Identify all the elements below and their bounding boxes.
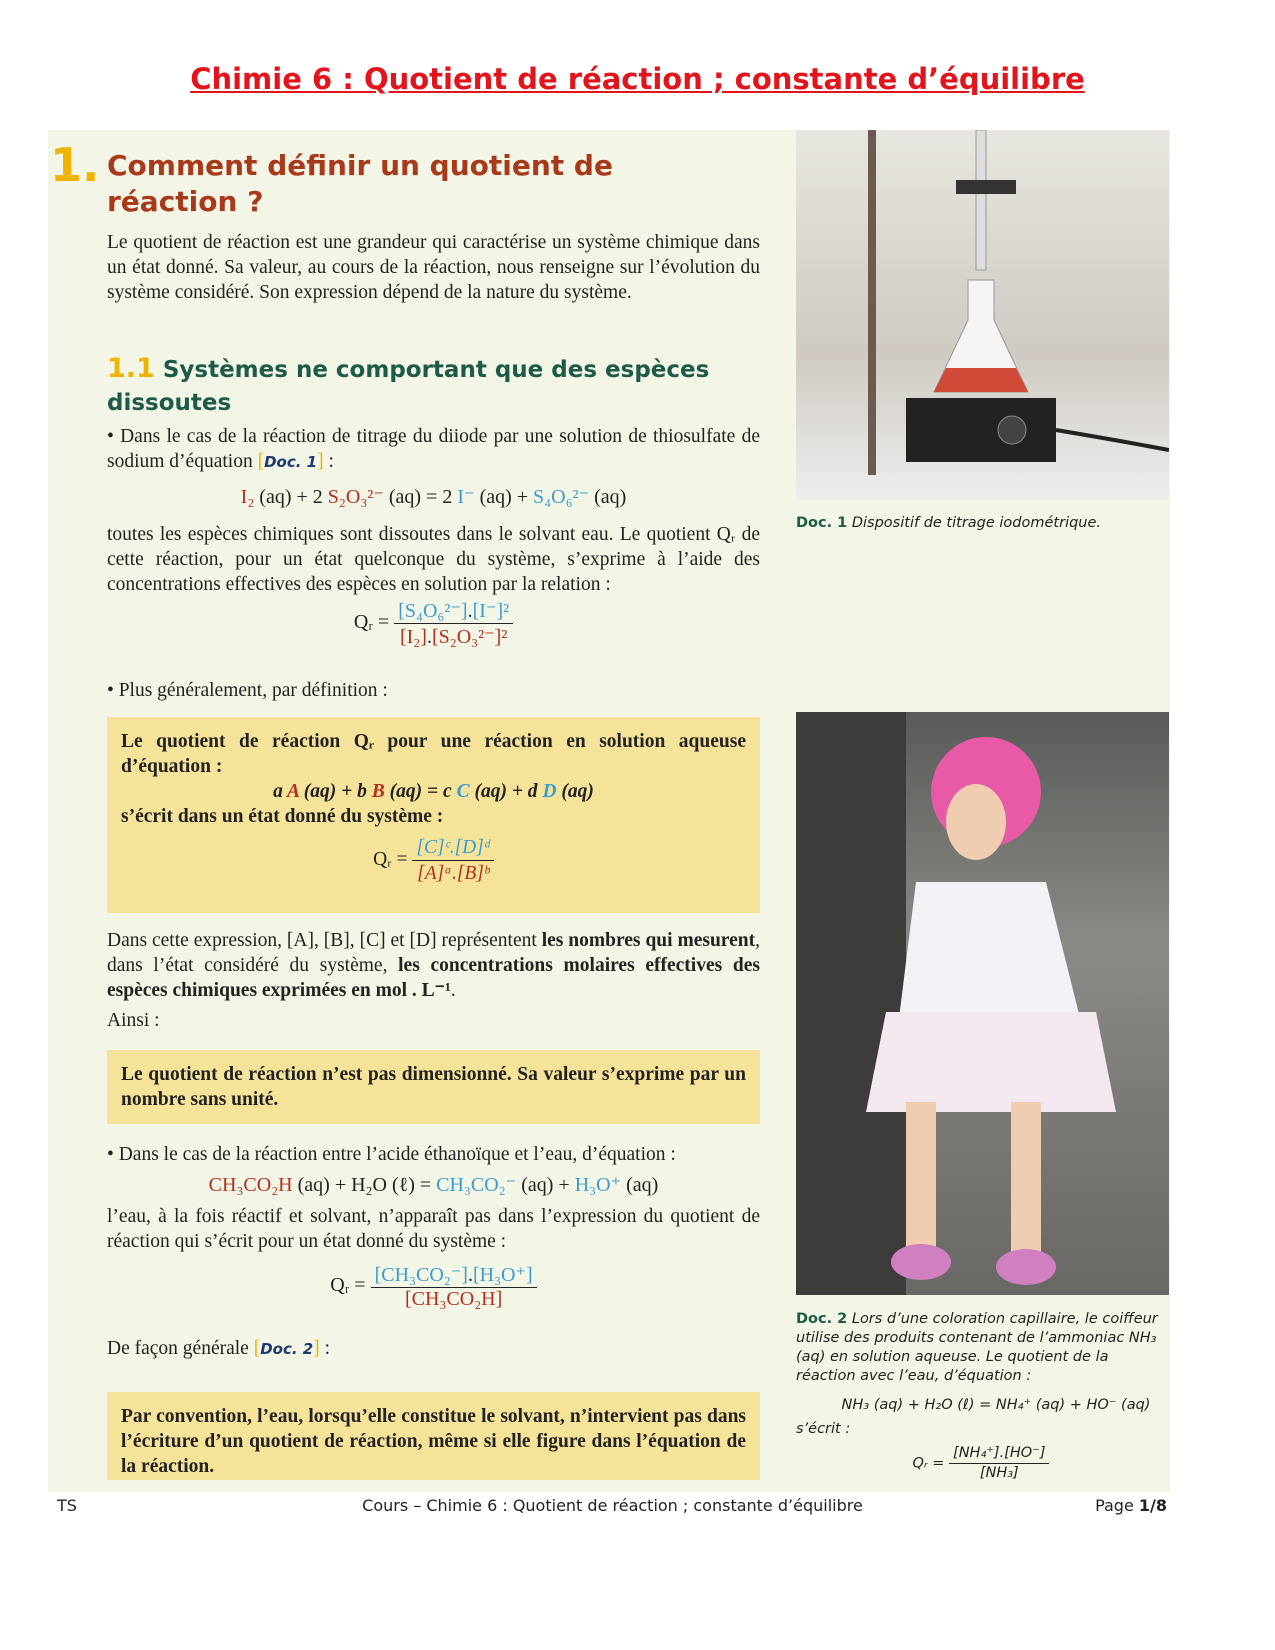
paragraph-generalement: • Plus généralement, par définition : — [107, 680, 388, 701]
numerator — [371, 1262, 537, 1288]
paragraph-titrage — [107, 424, 760, 475]
p1-text: • Dans le cas de la réaction de titrage du diiode par une solution de thiosulfate de sodium d’équation — [107, 426, 760, 472]
eq-text: (aq) + — [516, 1174, 575, 1196]
footer-course-title: Cours – Chimie 6 : Quotient de réaction ; constante d’équilibre — [362, 1496, 863, 1515]
doc1-caption-text: Dispositif de titrage iodométrique. — [851, 515, 1102, 531]
titration-setup-illustration — [796, 130, 1169, 500]
section-number-digit: 1 — [50, 138, 83, 192]
p8-ref-close: ] — [313, 1338, 320, 1359]
p8-ref-open: [ — [253, 1338, 261, 1359]
p8-text: De façon générale — [107, 1338, 254, 1359]
p4-e: . — [450, 980, 456, 1001]
doc2-ecrit: s’écrit : — [796, 1421, 851, 1437]
footer-page-number — [1095, 1496, 1167, 1515]
p1-after: : — [323, 451, 334, 472]
eq-text: (aq) — [589, 486, 627, 508]
denominator: [CH₃CO₂H] — [405, 1288, 503, 1310]
species: D — [542, 781, 557, 802]
page-value: 1/8 — [1138, 1496, 1167, 1515]
p8-after: : — [319, 1338, 331, 1359]
term: [H₃O⁺] — [472, 1264, 533, 1286]
eq-text: (aq) — [556, 781, 594, 802]
p1-ref-open: [ — [257, 451, 265, 472]
fraction — [371, 1262, 537, 1311]
species: I₂ — [240, 486, 255, 508]
subsection-number: 1.1 — [107, 353, 155, 384]
term: [S₂O₃²⁻]² — [431, 626, 508, 648]
dot: . — [426, 626, 432, 648]
doc2-caption — [796, 1310, 1166, 1386]
footer-level: TS — [57, 1496, 77, 1515]
section-number — [50, 138, 100, 192]
species: CH₃CO₂⁻ — [436, 1174, 517, 1196]
convention-box: Par convention, l’eau, lorsqu’elle constitue le solvant, n’intervient pas dans l’écriture d’un quotient de réaction, même si elle figure dans l’équation de la réaction. — [107, 1392, 760, 1480]
doc2-label: Doc. 2 — [796, 1311, 848, 1327]
denominator: [NH₃] — [979, 1465, 1019, 1481]
doc2-quotient — [796, 1444, 1166, 1483]
qr-lhs: Qᵣ = — [912, 1455, 945, 1472]
general-quotient — [121, 835, 746, 886]
section-heading: Comment définir un quotient de réaction ? — [107, 149, 613, 218]
eq-text: (aq) + H₂O (ℓ) = — [292, 1174, 437, 1196]
species: A — [286, 781, 299, 802]
quotient-ethanoique — [107, 1262, 760, 1311]
numerator: [C]ᶜ.[D]ᵈ — [412, 835, 494, 861]
paragraph-expression — [107, 928, 760, 1003]
paragraph-ainsi: Ainsi : — [107, 1010, 160, 1031]
term: [S₄O₆²⁻] — [398, 600, 468, 622]
doc1-caption — [796, 514, 1166, 533]
species: C — [456, 781, 470, 802]
species: S₄O₆²⁻ — [533, 486, 590, 508]
eq-text: (aq) + b — [298, 781, 372, 802]
eq-text: (aq) — [621, 1174, 659, 1196]
qr-lhs: Qᵣ = — [353, 611, 390, 634]
doc2-photo-hair-coloring — [796, 712, 1169, 1295]
general-equation — [121, 779, 746, 804]
eq-text: (aq) + 2 — [254, 486, 328, 508]
p4-b: les nombres qui mesurent — [541, 930, 756, 951]
qr-lhs: Qᵣ = — [373, 848, 408, 870]
intro-paragraph: Le quotient de réaction est une grandeur qui caractérise un système chimique dans un état donné. Sa valeur, au cours de la réaction, nous renseigne sur l’évolution du système considéré. Son expression dépend de la nature du système. — [107, 232, 760, 303]
eq-text: (aq) + d — [469, 781, 543, 802]
eq-text: (aq) + — [474, 486, 534, 508]
term: [CH₃CO₂⁻] — [374, 1264, 468, 1286]
fraction — [394, 598, 513, 649]
definition-line1: Le quotient de réaction Qᵣ pour une réaction en solution aqueuse d’équation : — [121, 731, 746, 777]
definition-box — [107, 717, 760, 913]
doc1-photo-titration — [796, 130, 1169, 500]
section-number-dot: . — [82, 138, 100, 192]
dot: . — [467, 600, 473, 622]
paragraph-ethanoique: • Dans le cas de la réaction entre l’acide éthanoïque et l’eau, d’équation : — [107, 1144, 676, 1165]
doc1-link[interactable]: Doc. 1 — [264, 453, 318, 471]
doc2-link[interactable]: Doc. 2 — [260, 1340, 314, 1358]
species: H₃O⁺ — [574, 1174, 622, 1196]
page-label: Page — [1095, 1496, 1139, 1515]
species: I⁻ — [457, 486, 475, 508]
subsection-title: Systèmes ne comportant que des espèces dissoutes — [107, 357, 710, 416]
qr-lhs: Qᵣ = — [330, 1274, 366, 1297]
page-title: Chimie 6 : Quotient de réaction ; constante d’équilibre — [190, 62, 1085, 96]
doc2-equation: NH₃ (aq) + H₂O (ℓ) = NH₄⁺ (aq) + HO⁻ (aq) — [841, 1397, 1151, 1413]
doc1-label: Doc. 1 — [796, 515, 848, 531]
fraction — [949, 1444, 1049, 1483]
girl-photo-illustration — [796, 712, 1169, 1295]
paragraph-facon-generale — [107, 1336, 760, 1362]
definition-line2: s’écrit dans un état donné du système : — [121, 806, 444, 827]
equation-ethanoique — [107, 1172, 760, 1197]
denominator: [A]ᵃ.[B]ᵇ — [417, 863, 490, 884]
species: CH₃CO₂H — [208, 1174, 293, 1196]
quotient-titrage — [107, 598, 760, 649]
dot: . — [467, 1264, 473, 1286]
term: [I⁻]² — [472, 600, 510, 622]
doc2-caption-text: Lors d’une coloration capillaire, le coiffeur utilise des produits contenant de l’ammoniac NH₃ (aq) en solution aqueuse. Le quotient de la réaction avec l’eau, d’équation : — [796, 1311, 1158, 1384]
eq-text: (aq) = c — [384, 781, 457, 802]
denominator — [400, 624, 507, 649]
dimension-box: Le quotient de réaction n’est pas dimensionné. Sa valeur s’exprime par un nombre sans unité. — [107, 1050, 760, 1124]
term: [I₂] — [399, 626, 427, 648]
eq-text: (aq) = 2 — [383, 486, 458, 508]
paragraph-eau: l’eau, à la fois réactif et solvant, n’apparaît pas dans l’expression du quotient de réaction qui s’écrit pour un état donné du système : — [107, 1206, 760, 1252]
eq-text: a — [273, 781, 287, 802]
paragraph-dissoutes: toutes les espèces chimiques sont dissoutes dans le solvant eau. Le quotient Qᵣ de cette réaction, pour un état quelconque du système, s’exprime à l’aide des concentrations effectives des espèces en solution par la relation : — [107, 524, 760, 595]
subsection-heading — [107, 352, 747, 420]
numerator: [NH₄⁺].[HO⁻] — [949, 1444, 1049, 1464]
p4-c: , dans l’état considéré du système, — [107, 930, 760, 976]
fraction — [412, 835, 494, 886]
p4-d: les concentrations molaires effectives des espèces chimiques exprimées en mol . L⁻¹ — [107, 955, 760, 1001]
numerator — [394, 598, 513, 624]
species: S₂O₃²⁻ — [327, 486, 384, 508]
equation-titrage — [107, 484, 760, 509]
species: B — [371, 781, 385, 802]
p1-ref-close: ] — [317, 451, 324, 472]
p4-a: Dans cette expression, [A], [B], [C] et [D] représentent — [107, 930, 542, 951]
